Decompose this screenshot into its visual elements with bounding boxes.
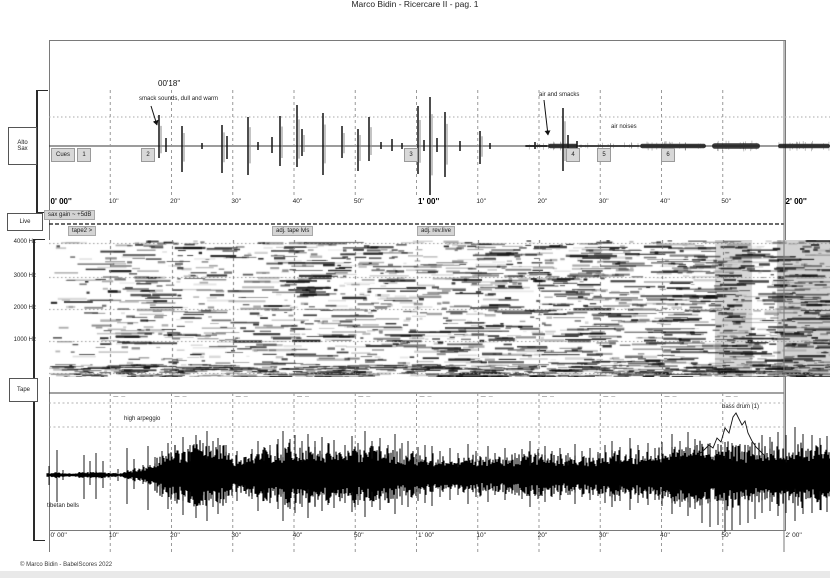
live-box-0: sax gain ~ +5dB (44, 210, 95, 220)
time-label-bottom-0: 0' 00'' (50, 532, 67, 539)
page-title: Marco Bidin - Ricercare II - pag. 1 (351, 0, 479, 9)
bass-drum-annotation: bass drum (1) (722, 404, 760, 410)
page-edge-strip (0, 571, 830, 578)
time-label-bottom-12: 2' 00'' (785, 532, 802, 539)
freq-label-2: 2000 Hz (13, 305, 36, 311)
freq-label-1: 3000 Hz (13, 273, 36, 279)
time-label-top-1: 10'' (108, 198, 119, 205)
time-label-top-5: 50'' (353, 198, 364, 205)
time-label-top-4: 40'' (292, 198, 303, 205)
time-label-top-3: 30'' (231, 198, 242, 205)
cues-header-box (51, 148, 75, 162)
live-box-2: adj. tape lvls (272, 226, 313, 236)
part-label-sax: Sax (17, 146, 28, 152)
cue-box-3: 3 (404, 148, 418, 162)
air-noises-annotation: air noises (611, 124, 637, 130)
smack-sounds-annotation: smack sounds, dull and warm (139, 96, 219, 102)
time-label-bottom-4: 40'' (292, 532, 303, 539)
time-label-bottom-6: 1' 00'' (418, 532, 435, 539)
copyright-text: © Marco Bidin - BabelScores 2022 (20, 562, 113, 568)
tibetan-bells-annotation: tibetan bells (47, 503, 80, 509)
cue-box-5: 5 (597, 148, 611, 162)
part-label-tape-text: Tape (16, 387, 30, 393)
cues-header-label: Cues (55, 152, 70, 158)
time-label-top-12: 2' 00'' (785, 197, 807, 206)
cue-box-1: 1 (77, 148, 91, 162)
freq-label-0: 4000 Hz (13, 239, 36, 245)
time-label-top-10: 40'' (660, 198, 670, 205)
tape-waveform (47, 403, 830, 532)
time-label-bottom-1: 10'' (108, 532, 119, 539)
cue-box-4: 4 (566, 148, 580, 162)
time-mark-annotation: 00'18'' (158, 79, 181, 88)
part-label-live-text: Live (19, 219, 31, 225)
time-label-top-0: 0' 00'' (50, 197, 72, 206)
high-arpeggio-annotation: high arpeggio (124, 416, 161, 422)
cue-box-6: 6 (661, 148, 675, 162)
freq-label-3: 1000 Hz (13, 337, 36, 343)
time-label-bottom-7: 10'' (476, 532, 487, 539)
time-label-bottom-8: 20'' (537, 532, 548, 539)
part-label-alto: Alto (17, 140, 28, 146)
time-label-bottom-2: 20'' (170, 532, 180, 539)
time-label-top-8: 20'' (537, 198, 548, 205)
cue-box-2: 2 (141, 148, 155, 162)
time-label-bottom-9: 30'' (598, 532, 609, 539)
time-label-top-11: 50'' (721, 198, 732, 205)
live-box-3: adj. rev.live (417, 226, 455, 236)
time-label-top-7: 10'' (476, 198, 487, 205)
time-label-top-6: 1' 00'' (418, 197, 440, 206)
live-box-1: tape2 > (68, 226, 96, 236)
air-and-smacks-annotation: air and smacks (539, 92, 580, 98)
time-label-top-9: 30'' (598, 198, 609, 205)
time-label-top-2: 20'' (170, 198, 180, 205)
time-label-bottom-10: 40'' (660, 532, 670, 539)
time-label-bottom-3: 30'' (231, 532, 242, 539)
time-label-bottom-5: 50'' (353, 532, 364, 539)
time-label-bottom-11: 50'' (721, 532, 732, 539)
